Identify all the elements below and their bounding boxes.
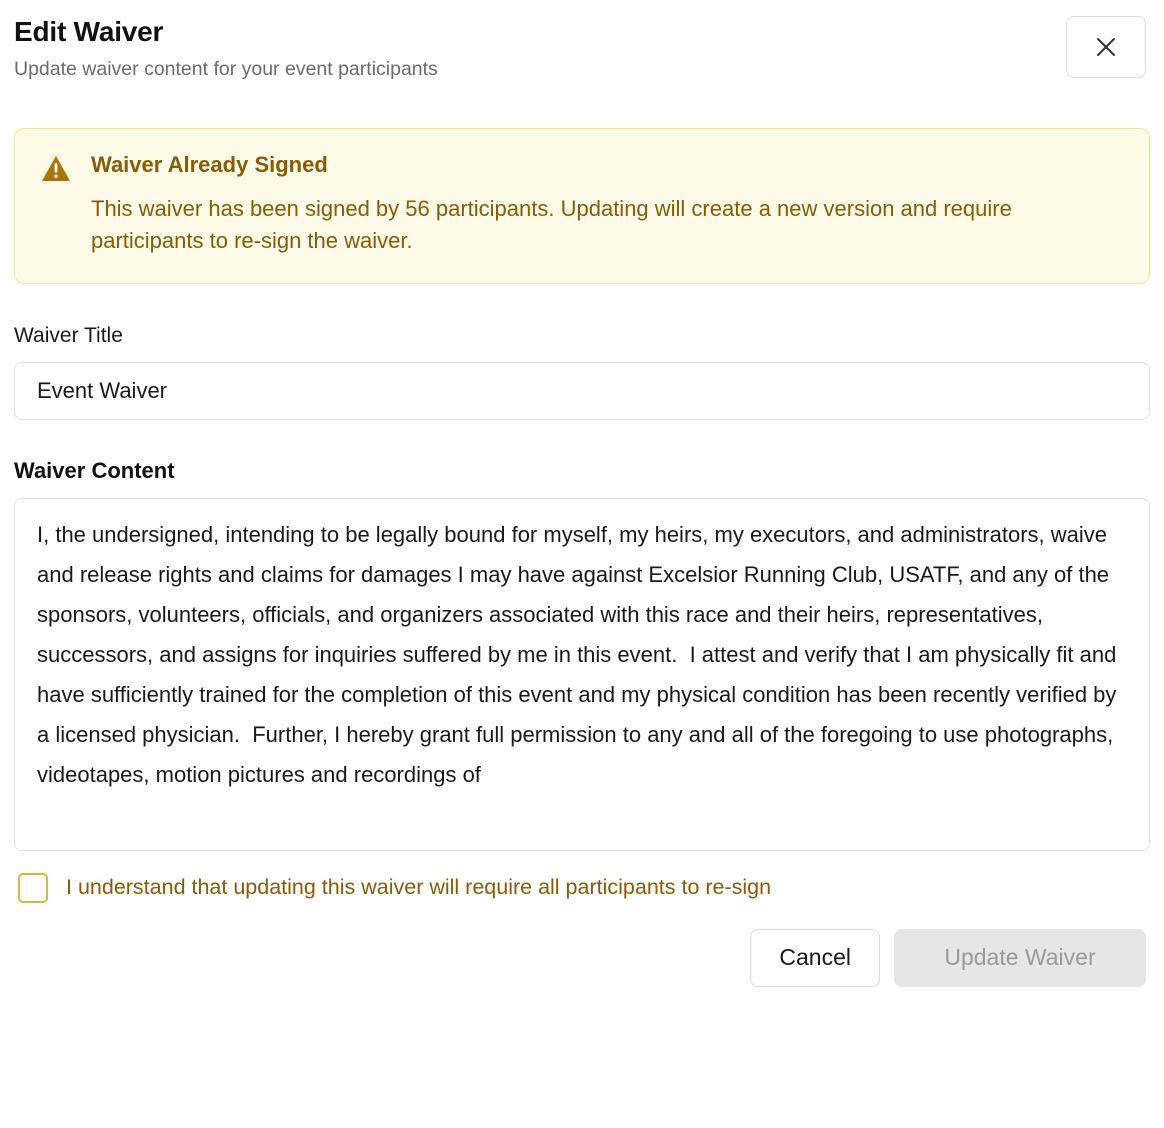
waiver-signed-alert <box>14 128 1150 283</box>
modal-header <box>14 0 1150 82</box>
confirm-row <box>14 873 1150 903</box>
warning-triangle-icon <box>41 155 71 256</box>
modal-header-text <box>14 14 438 82</box>
page-subtitle: Update waiver content for your event participants <box>14 58 438 80</box>
confirm-checkbox-label: I understand that updating this waiver will require all participants to re-sign <box>66 874 772 899</box>
alert-body <box>91 151 1123 256</box>
waiver-title-input[interactable] <box>14 362 1150 420</box>
alert-title: Waiver Already Signed <box>91 152 328 178</box>
confirm-checkbox[interactable] <box>18 873 48 903</box>
modal-footer <box>14 929 1150 987</box>
alert-message: This waiver has been signed by 56 participants. Updating will create a new version and require participants to re-sign the waiver. <box>91 195 1012 253</box>
waiver-content-label: Waiver Content <box>14 457 175 483</box>
content-fade-overlay <box>15 824 1149 850</box>
close-icon <box>1095 36 1117 58</box>
page-title: Edit Waiver <box>14 16 164 47</box>
update-waiver-button[interactable]: Update Waiver <box>894 929 1146 987</box>
waiver-title-label: Waiver Title <box>14 323 123 347</box>
waiver-content-area[interactable] <box>14 498 1150 851</box>
cancel-button[interactable]: Cancel <box>750 929 880 987</box>
waiver-content-text: I, the undersigned, intending to be legally bound for myself, my heirs, my executors, and administrators, waive and release rights and claims for damages I may have against Excelsior Running Club, USATF, and any of the sponsors, volunteers, officials, and organizers associated with this race and their heirs, representatives, successors, and assigns for inquiries suffered by me in this event. I attest and verify that I am physically fit and have sufficiently trained for the completion of this event and my physical condition has been recently verified by a licensed physician. Further, I hereby grant full permission to any and all of the foregoing to use photographs, videotapes, motion pictures and recordings of <box>37 521 1123 787</box>
close-button[interactable] <box>1066 16 1146 78</box>
